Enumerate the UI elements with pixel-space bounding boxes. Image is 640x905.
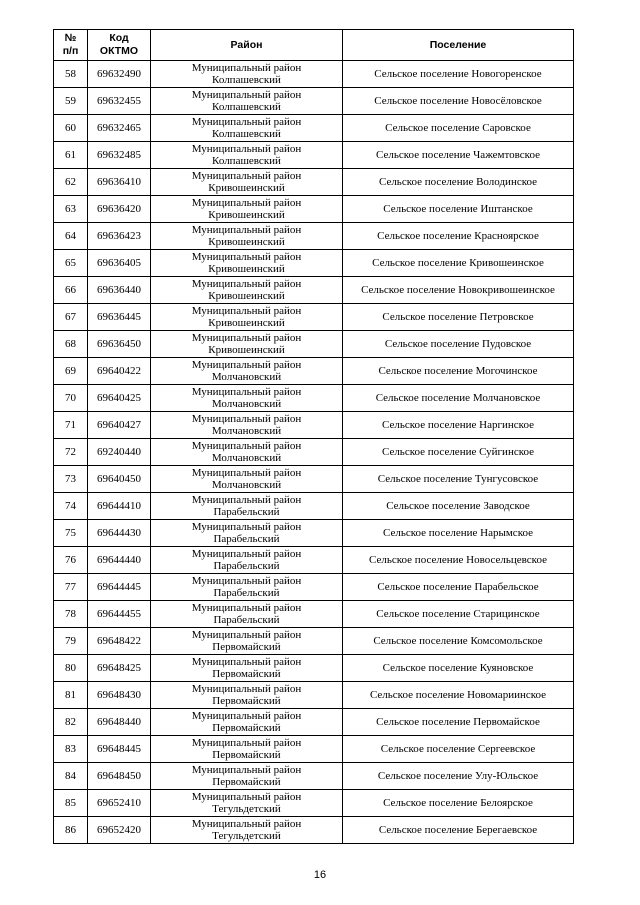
settlement-name: Сельское поселение Саровское (343, 115, 574, 142)
row-number: 62 (54, 169, 88, 196)
header-number: № п/п (54, 30, 88, 61)
oktmo-code: 69636410 (88, 169, 151, 196)
table-row (54, 601, 574, 628)
table-row (54, 439, 574, 466)
table-row (54, 493, 574, 520)
district-name: Муниципальный район Парабельский (151, 520, 343, 547)
table-row (54, 547, 574, 574)
header-district: Район (151, 30, 343, 61)
row-number: 66 (54, 277, 88, 304)
row-number: 79 (54, 628, 88, 655)
table-row (54, 223, 574, 250)
oktmo-code: 69636405 (88, 250, 151, 277)
table-row (54, 682, 574, 709)
district-name: Муниципальный район Парабельский (151, 547, 343, 574)
district-name: Муниципальный район Первомайский (151, 763, 343, 790)
district-name: Муниципальный район Парабельский (151, 493, 343, 520)
district-name: Муниципальный район Кривошеинский (151, 250, 343, 277)
table-row (54, 736, 574, 763)
table-row (54, 304, 574, 331)
table-row (54, 250, 574, 277)
table-row (54, 169, 574, 196)
oktmo-code: 69644455 (88, 601, 151, 628)
row-number: 75 (54, 520, 88, 547)
settlement-name: Сельское поселение Куяновское (343, 655, 574, 682)
district-name: Муниципальный район Кривошеинский (151, 169, 343, 196)
table-row (54, 709, 574, 736)
district-name: Муниципальный район Первомайский (151, 709, 343, 736)
settlement-name: Сельское поселение Тунгусовское (343, 466, 574, 493)
table-header-row (54, 30, 574, 61)
oktmo-code: 69640422 (88, 358, 151, 385)
settlement-name: Сельское поселение Пудовское (343, 331, 574, 358)
district-name: Муниципальный район Кривошеинский (151, 277, 343, 304)
table-row (54, 628, 574, 655)
oktmo-code: 69640425 (88, 385, 151, 412)
oktmo-code: 69648425 (88, 655, 151, 682)
row-number: 59 (54, 88, 88, 115)
table-row (54, 790, 574, 817)
row-number: 86 (54, 817, 88, 844)
district-name: Муниципальный район Первомайский (151, 655, 343, 682)
oktmo-code: 69648440 (88, 709, 151, 736)
settlement-name: Сельское поселение Старицинское (343, 601, 574, 628)
district-name: Муниципальный район Первомайский (151, 628, 343, 655)
table-row (54, 385, 574, 412)
row-number: 60 (54, 115, 88, 142)
district-name: Муниципальный район Молчановский (151, 385, 343, 412)
settlement-name: Сельское поселение Берегаевское (343, 817, 574, 844)
oktmo-code: 69636450 (88, 331, 151, 358)
row-number: 65 (54, 250, 88, 277)
settlement-name: Сельское поселение Красноярское (343, 223, 574, 250)
table-row (54, 331, 574, 358)
oktmo-code: 69648450 (88, 763, 151, 790)
row-number: 74 (54, 493, 88, 520)
row-number: 77 (54, 574, 88, 601)
oktmo-code: 69644440 (88, 547, 151, 574)
district-name: Муниципальный район Кривошеинский (151, 304, 343, 331)
district-name: Муниципальный район Тегульдетский (151, 817, 343, 844)
row-number: 69 (54, 358, 88, 385)
row-number: 85 (54, 790, 88, 817)
settlement-name: Сельское поселение Новогоренское (343, 61, 574, 88)
oktmo-code: 69648422 (88, 628, 151, 655)
row-number: 58 (54, 61, 88, 88)
oktmo-code: 69632490 (88, 61, 151, 88)
district-name: Муниципальный район Кривошеинский (151, 331, 343, 358)
oktmo-code: 69648430 (88, 682, 151, 709)
row-number: 82 (54, 709, 88, 736)
row-number: 76 (54, 547, 88, 574)
settlement-name: Сельское поселение Новосельцевское (343, 547, 574, 574)
row-number: 68 (54, 331, 88, 358)
row-number: 78 (54, 601, 88, 628)
table-row (54, 574, 574, 601)
row-number: 70 (54, 385, 88, 412)
table-row (54, 61, 574, 88)
oktmo-code: 69636420 (88, 196, 151, 223)
settlement-name: Сельское поселение Улу-Юльское (343, 763, 574, 790)
row-number: 81 (54, 682, 88, 709)
table-row (54, 520, 574, 547)
settlement-name: Сельское поселение Иштанское (343, 196, 574, 223)
district-name: Муниципальный район Колпашевский (151, 115, 343, 142)
oktmo-code: 69632465 (88, 115, 151, 142)
row-number: 73 (54, 466, 88, 493)
district-name: Муниципальный район Колпашевский (151, 142, 343, 169)
oktmo-code: 69632455 (88, 88, 151, 115)
header-oktmo-code: Код ОКТМО (88, 30, 151, 61)
district-name: Муниципальный район Первомайский (151, 736, 343, 763)
row-number: 71 (54, 412, 88, 439)
oktmo-code: 69648445 (88, 736, 151, 763)
settlement-name: Сельское поселение Петровское (343, 304, 574, 331)
table-row (54, 466, 574, 493)
settlement-name: Сельское поселение Белоярское (343, 790, 574, 817)
page-number: 16 (313, 869, 327, 881)
district-name: Муниципальный район Молчановский (151, 412, 343, 439)
table-row (54, 196, 574, 223)
row-number: 80 (54, 655, 88, 682)
settlement-name: Сельское поселение Наргинское (343, 412, 574, 439)
district-name: Муниципальный район Первомайский (151, 682, 343, 709)
settlement-name: Сельское поселение Могочинское (343, 358, 574, 385)
settlement-name: Сельское поселение Новокривошеинское (343, 277, 574, 304)
settlement-name: Сельское поселение Комсомольское (343, 628, 574, 655)
settlement-name: Сельское поселение Первомайское (343, 709, 574, 736)
district-name: Муниципальный район Колпашевский (151, 61, 343, 88)
settlement-name: Сельское поселение Парабельское (343, 574, 574, 601)
oktmo-code: 69652410 (88, 790, 151, 817)
table-row (54, 358, 574, 385)
table-row (54, 277, 574, 304)
settlement-name: Сельское поселение Новосёловское (343, 88, 574, 115)
district-name: Муниципальный район Кривошеинский (151, 223, 343, 250)
settlement-name: Сельское поселение Сергеевское (343, 736, 574, 763)
settlement-name: Сельское поселение Суйгинское (343, 439, 574, 466)
oktmo-code: 69644430 (88, 520, 151, 547)
oktmo-code: 69644410 (88, 493, 151, 520)
settlement-name: Сельское поселение Чажемтовское (343, 142, 574, 169)
oktmo-code: 69640427 (88, 412, 151, 439)
oktmo-code: 69240440 (88, 439, 151, 466)
settlement-name: Сельское поселение Молчановское (343, 385, 574, 412)
settlement-name: Сельское поселение Заводское (343, 493, 574, 520)
settlement-name: Сельское поселение Новомариинское (343, 682, 574, 709)
row-number: 84 (54, 763, 88, 790)
district-name: Муниципальный район Парабельский (151, 574, 343, 601)
district-name: Муниципальный район Тегульдетский (151, 790, 343, 817)
oktmo-table (53, 29, 574, 844)
row-number: 83 (54, 736, 88, 763)
oktmo-code: 69644445 (88, 574, 151, 601)
table-row (54, 412, 574, 439)
settlement-name: Сельское поселение Кривошеинское (343, 250, 574, 277)
row-number: 67 (54, 304, 88, 331)
row-number: 72 (54, 439, 88, 466)
district-name: Муниципальный район Колпашевский (151, 88, 343, 115)
table-row (54, 142, 574, 169)
settlement-name: Сельское поселение Володинское (343, 169, 574, 196)
district-name: Муниципальный район Кривошеинский (151, 196, 343, 223)
header-settlement: Поселение (343, 30, 574, 61)
oktmo-code: 69636440 (88, 277, 151, 304)
oktmo-code: 69636423 (88, 223, 151, 250)
table-row (54, 115, 574, 142)
row-number: 64 (54, 223, 88, 250)
row-number: 63 (54, 196, 88, 223)
district-name: Муниципальный район Молчановский (151, 358, 343, 385)
table-row (54, 88, 574, 115)
oktmo-code: 69652420 (88, 817, 151, 844)
district-name: Муниципальный район Молчановский (151, 439, 343, 466)
district-name: Муниципальный район Парабельский (151, 601, 343, 628)
table-row (54, 817, 574, 844)
oktmo-code: 69636445 (88, 304, 151, 331)
table-row (54, 655, 574, 682)
district-name: Муниципальный район Молчановский (151, 466, 343, 493)
table-row (54, 763, 574, 790)
oktmo-code: 69632485 (88, 142, 151, 169)
row-number: 61 (54, 142, 88, 169)
settlement-name: Сельское поселение Нарымское (343, 520, 574, 547)
oktmo-code: 69640450 (88, 466, 151, 493)
